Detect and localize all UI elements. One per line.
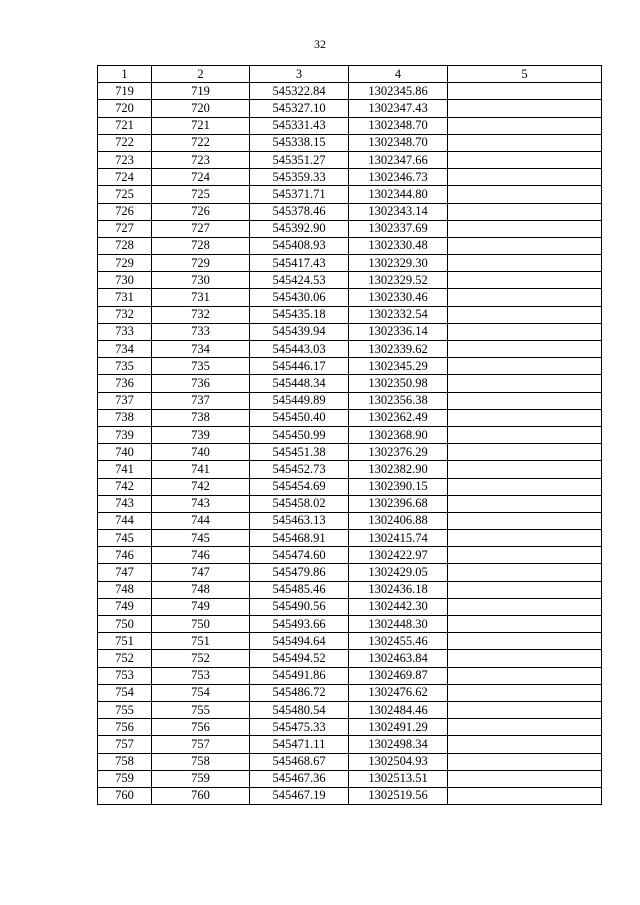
coordinates-table bbox=[97, 65, 602, 805]
table-cell-col-5 bbox=[448, 547, 602, 564]
table-cell-col-3: 545371.71 bbox=[250, 186, 349, 203]
table-cell-col-5 bbox=[448, 289, 602, 306]
table-row bbox=[98, 358, 602, 375]
table-row bbox=[98, 684, 602, 701]
table-cell-col-1: 724 bbox=[98, 169, 152, 186]
table-cell-col-4: 1302330.48 bbox=[349, 237, 448, 254]
column-header-4: 4 bbox=[349, 66, 448, 83]
table-cell-col-3: 545468.91 bbox=[250, 530, 349, 547]
table-row bbox=[98, 719, 602, 736]
table-cell-col-2: 755 bbox=[152, 701, 250, 718]
table-cell-col-4: 1302345.29 bbox=[349, 358, 448, 375]
table-row bbox=[98, 667, 602, 684]
table-cell-col-4: 1302390.15 bbox=[349, 478, 448, 495]
table-cell-col-2: 725 bbox=[152, 186, 250, 203]
table-cell-col-2: 741 bbox=[152, 461, 250, 478]
table-cell-col-3: 545430.06 bbox=[250, 289, 349, 306]
table-cell-col-1: 725 bbox=[98, 186, 152, 203]
table-cell-col-3: 545448.34 bbox=[250, 375, 349, 392]
table-cell-col-5 bbox=[448, 684, 602, 701]
table-cell-col-4: 1302396.68 bbox=[349, 495, 448, 512]
table-cell-col-2: 748 bbox=[152, 581, 250, 598]
table-cell-col-5 bbox=[448, 83, 602, 100]
table-cell-col-2: 759 bbox=[152, 770, 250, 787]
table-cell-col-4: 1302347.66 bbox=[349, 151, 448, 168]
table-cell-col-3: 545452.73 bbox=[250, 461, 349, 478]
table-cell-col-4: 1302415.74 bbox=[349, 530, 448, 547]
table-row bbox=[98, 581, 602, 598]
table-cell-col-2: 743 bbox=[152, 495, 250, 512]
table-row bbox=[98, 289, 602, 306]
table-cell-col-1: 746 bbox=[98, 547, 152, 564]
table-cell-col-1: 758 bbox=[98, 753, 152, 770]
table-cell-col-5 bbox=[448, 134, 602, 151]
table-cell-col-3: 545467.19 bbox=[250, 787, 349, 804]
table-row bbox=[98, 409, 602, 426]
column-header-2: 2 bbox=[152, 66, 250, 83]
table-cell-col-5 bbox=[448, 564, 602, 581]
table-cell-col-3: 545322.84 bbox=[250, 83, 349, 100]
table-cell-col-5 bbox=[448, 272, 602, 289]
table-cell-col-5 bbox=[448, 736, 602, 753]
table-cell-col-3: 545494.64 bbox=[250, 633, 349, 650]
table-cell-col-1: 738 bbox=[98, 409, 152, 426]
table-cell-col-5 bbox=[448, 616, 602, 633]
page-number: 32 bbox=[314, 37, 326, 51]
table-cell-col-4: 1302336.14 bbox=[349, 323, 448, 340]
table-cell-col-4: 1302484.46 bbox=[349, 701, 448, 718]
table-row bbox=[98, 753, 602, 770]
table-cell-col-2: 722 bbox=[152, 134, 250, 151]
table-cell-col-3: 545454.69 bbox=[250, 478, 349, 495]
table-cell-col-5 bbox=[448, 598, 602, 615]
table-row bbox=[98, 444, 602, 461]
table-cell-col-4: 1302455.46 bbox=[349, 633, 448, 650]
table-cell-col-4: 1302436.18 bbox=[349, 581, 448, 598]
table-cell-col-2: 736 bbox=[152, 375, 250, 392]
table-cell-col-5 bbox=[448, 650, 602, 667]
table-cell-col-1: 720 bbox=[98, 100, 152, 117]
table-cell-col-1: 755 bbox=[98, 701, 152, 718]
table-row bbox=[98, 341, 602, 358]
table-cell-col-3: 545463.13 bbox=[250, 512, 349, 529]
table-row bbox=[98, 375, 602, 392]
table-cell-col-4: 1302498.34 bbox=[349, 736, 448, 753]
table-cell-col-1: 722 bbox=[98, 134, 152, 151]
table-cell-col-2: 733 bbox=[152, 323, 250, 340]
table-row bbox=[98, 323, 602, 340]
table-cell-col-1: 750 bbox=[98, 616, 152, 633]
table-cell-col-2: 728 bbox=[152, 237, 250, 254]
table-cell-col-3: 545480.54 bbox=[250, 701, 349, 718]
table-cell-col-5 bbox=[448, 255, 602, 272]
table-cell-col-3: 545493.66 bbox=[250, 616, 349, 633]
table-cell-col-4: 1302329.52 bbox=[349, 272, 448, 289]
table-cell-col-4: 1302513.51 bbox=[349, 770, 448, 787]
table-cell-col-1: 727 bbox=[98, 220, 152, 237]
table-cell-col-3: 545490.56 bbox=[250, 598, 349, 615]
table-row bbox=[98, 512, 602, 529]
table-cell-col-5 bbox=[448, 495, 602, 512]
table-row bbox=[98, 100, 602, 117]
table-cell-col-2: 726 bbox=[152, 203, 250, 220]
table-row bbox=[98, 701, 602, 718]
table-cell-col-4: 1302519.56 bbox=[349, 787, 448, 804]
table-cell-col-1: 752 bbox=[98, 650, 152, 667]
table-cell-col-2: 749 bbox=[152, 598, 250, 615]
table-cell-col-2: 742 bbox=[152, 478, 250, 495]
table-row bbox=[98, 650, 602, 667]
table-cell-col-4: 1302442.30 bbox=[349, 598, 448, 615]
table-row bbox=[98, 461, 602, 478]
table-cell-col-5 bbox=[448, 220, 602, 237]
table-cell-col-4: 1302469.87 bbox=[349, 667, 448, 684]
table-cell-col-4: 1302330.46 bbox=[349, 289, 448, 306]
table-cell-col-3: 545474.60 bbox=[250, 547, 349, 564]
table-cell-col-1: 732 bbox=[98, 306, 152, 323]
table-cell-col-5 bbox=[448, 512, 602, 529]
column-header-3: 3 bbox=[250, 66, 349, 83]
table-cell-col-4: 1302345.86 bbox=[349, 83, 448, 100]
table-cell-col-1: 736 bbox=[98, 375, 152, 392]
table-cell-col-1: 735 bbox=[98, 358, 152, 375]
table-cell-col-5 bbox=[448, 444, 602, 461]
table-cell-col-5 bbox=[448, 100, 602, 117]
table-cell-col-2: 727 bbox=[152, 220, 250, 237]
table-cell-col-2: 731 bbox=[152, 289, 250, 306]
table-cell-col-1: 745 bbox=[98, 530, 152, 547]
table-cell-col-1: 729 bbox=[98, 255, 152, 272]
table-cell-col-4: 1302406.88 bbox=[349, 512, 448, 529]
table-cell-col-5 bbox=[448, 237, 602, 254]
table-cell-col-2: 747 bbox=[152, 564, 250, 581]
table-cell-col-2: 745 bbox=[152, 530, 250, 547]
table-cell-col-1: 748 bbox=[98, 581, 152, 598]
table-cell-col-3: 545378.46 bbox=[250, 203, 349, 220]
table-cell-col-5 bbox=[448, 770, 602, 787]
table-cell-col-2: 721 bbox=[152, 117, 250, 134]
table-cell-col-5 bbox=[448, 633, 602, 650]
table-cell-col-4: 1302347.43 bbox=[349, 100, 448, 117]
table-cell-col-3: 545471.11 bbox=[250, 736, 349, 753]
table-cell-col-4: 1302356.38 bbox=[349, 392, 448, 409]
table-cell-col-5 bbox=[448, 203, 602, 220]
table-cell-col-3: 545485.46 bbox=[250, 581, 349, 598]
table-cell-col-4: 1302491.29 bbox=[349, 719, 448, 736]
table-row bbox=[98, 547, 602, 564]
column-header-1: 1 bbox=[98, 66, 152, 83]
table-cell-col-5 bbox=[448, 787, 602, 804]
table-cell-col-3: 545435.18 bbox=[250, 306, 349, 323]
table-cell-col-3: 545392.90 bbox=[250, 220, 349, 237]
table-cell-col-2: 756 bbox=[152, 719, 250, 736]
table-cell-col-1: 726 bbox=[98, 203, 152, 220]
table-cell-col-1: 739 bbox=[98, 426, 152, 443]
table-row bbox=[98, 426, 602, 443]
table-cell-col-5 bbox=[448, 701, 602, 718]
table-cell-col-2: 758 bbox=[152, 753, 250, 770]
table-cell-col-3: 545458.02 bbox=[250, 495, 349, 512]
table-cell-col-3: 545351.27 bbox=[250, 151, 349, 168]
table-cell-col-5 bbox=[448, 409, 602, 426]
table-cell-col-1: 719 bbox=[98, 83, 152, 100]
table-cell-col-3: 545424.53 bbox=[250, 272, 349, 289]
table-cell-col-2: 757 bbox=[152, 736, 250, 753]
table-cell-col-2: 737 bbox=[152, 392, 250, 409]
table-cell-col-2: 729 bbox=[152, 255, 250, 272]
table-row bbox=[98, 134, 602, 151]
table-cell-col-4: 1302339.62 bbox=[349, 341, 448, 358]
table-cell-col-5 bbox=[448, 426, 602, 443]
table-cell-col-4: 1302329.30 bbox=[349, 255, 448, 272]
table-cell-col-4: 1302504.93 bbox=[349, 753, 448, 770]
table-cell-col-3: 545446.17 bbox=[250, 358, 349, 375]
table-cell-col-2: 744 bbox=[152, 512, 250, 529]
table-cell-col-1: 760 bbox=[98, 787, 152, 804]
table-cell-col-2: 735 bbox=[152, 358, 250, 375]
table-row bbox=[98, 83, 602, 100]
table-cell-col-1: 731 bbox=[98, 289, 152, 306]
table-cell-col-1: 721 bbox=[98, 117, 152, 134]
table-cell-col-3: 545491.86 bbox=[250, 667, 349, 684]
table-row bbox=[98, 564, 602, 581]
table-cell-col-1: 740 bbox=[98, 444, 152, 461]
table-cell-col-3: 545359.33 bbox=[250, 169, 349, 186]
table-cell-col-3: 545486.72 bbox=[250, 684, 349, 701]
table-cell-col-4: 1302337.69 bbox=[349, 220, 448, 237]
table-cell-col-2: 752 bbox=[152, 650, 250, 667]
table-row bbox=[98, 151, 602, 168]
table-row bbox=[98, 255, 602, 272]
table-row bbox=[98, 203, 602, 220]
table-row bbox=[98, 186, 602, 203]
table-cell-col-4: 1302422.97 bbox=[349, 547, 448, 564]
table-cell-col-4: 1302343.14 bbox=[349, 203, 448, 220]
table-cell-col-3: 545475.33 bbox=[250, 719, 349, 736]
table-cell-col-1: 751 bbox=[98, 633, 152, 650]
table-body bbox=[98, 83, 602, 805]
table-cell-col-4: 1302368.90 bbox=[349, 426, 448, 443]
table-cell-col-5 bbox=[448, 186, 602, 203]
table-cell-col-3: 545449.89 bbox=[250, 392, 349, 409]
table-cell-col-3: 545468.67 bbox=[250, 753, 349, 770]
table-cell-col-3: 545443.03 bbox=[250, 341, 349, 358]
column-header-5: 5 bbox=[448, 66, 602, 83]
table-cell-col-4: 1302376.29 bbox=[349, 444, 448, 461]
table-cell-col-3: 545479.86 bbox=[250, 564, 349, 581]
table-cell-col-3: 545439.94 bbox=[250, 323, 349, 340]
table-cell-col-4: 1302350.98 bbox=[349, 375, 448, 392]
table-row bbox=[98, 237, 602, 254]
table-cell-col-1: 730 bbox=[98, 272, 152, 289]
table-cell-col-5 bbox=[448, 341, 602, 358]
table-cell-col-2: 751 bbox=[152, 633, 250, 650]
table-cell-col-1: 728 bbox=[98, 237, 152, 254]
table-cell-col-1: 749 bbox=[98, 598, 152, 615]
table-cell-col-5 bbox=[448, 323, 602, 340]
table-cell-col-2: 746 bbox=[152, 547, 250, 564]
table-cell-col-3: 545417.43 bbox=[250, 255, 349, 272]
table-cell-col-1: 741 bbox=[98, 461, 152, 478]
table-cell-col-5 bbox=[448, 392, 602, 409]
table-cell-col-5 bbox=[448, 753, 602, 770]
table-cell-col-5 bbox=[448, 478, 602, 495]
table-cell-col-4: 1302348.70 bbox=[349, 117, 448, 134]
table-cell-col-5 bbox=[448, 151, 602, 168]
table-cell-col-2: 719 bbox=[152, 83, 250, 100]
table-cell-col-5 bbox=[448, 117, 602, 134]
table-cell-col-4: 1302476.62 bbox=[349, 684, 448, 701]
table-cell-col-5 bbox=[448, 169, 602, 186]
table-row bbox=[98, 633, 602, 650]
table-cell-col-1: 756 bbox=[98, 719, 152, 736]
table-cell-col-5 bbox=[448, 530, 602, 547]
table-cell-col-1: 757 bbox=[98, 736, 152, 753]
table-cell-col-1: 759 bbox=[98, 770, 152, 787]
table-cell-col-4: 1302448.30 bbox=[349, 616, 448, 633]
table-cell-col-5 bbox=[448, 461, 602, 478]
table-cell-col-2: 732 bbox=[152, 306, 250, 323]
table-cell-col-5 bbox=[448, 358, 602, 375]
table-cell-col-2: 753 bbox=[152, 667, 250, 684]
table-row bbox=[98, 770, 602, 787]
table-row bbox=[98, 117, 602, 134]
table-cell-col-3: 545450.40 bbox=[250, 409, 349, 426]
table-cell-col-3: 545408.93 bbox=[250, 237, 349, 254]
table-cell-col-3: 545327.10 bbox=[250, 100, 349, 117]
table-cell-col-4: 1302382.90 bbox=[349, 461, 448, 478]
table-cell-col-5 bbox=[448, 719, 602, 736]
table-cell-col-4: 1302348.70 bbox=[349, 134, 448, 151]
table-cell-col-4: 1302332.54 bbox=[349, 306, 448, 323]
table-cell-col-1: 737 bbox=[98, 392, 152, 409]
table-cell-col-2: 720 bbox=[152, 100, 250, 117]
table-cell-col-4: 1302344.80 bbox=[349, 186, 448, 203]
table-cell-col-2: 724 bbox=[152, 169, 250, 186]
table-row bbox=[98, 220, 602, 237]
table-cell-col-4: 1302362.49 bbox=[349, 409, 448, 426]
table-cell-col-3: 545331.43 bbox=[250, 117, 349, 134]
table-cell-col-2: 730 bbox=[152, 272, 250, 289]
table-cell-col-5 bbox=[448, 375, 602, 392]
table-cell-col-3: 545451.38 bbox=[250, 444, 349, 461]
table-cell-col-2: 750 bbox=[152, 616, 250, 633]
table-cell-col-2: 723 bbox=[152, 151, 250, 168]
table-cell-col-1: 743 bbox=[98, 495, 152, 512]
table-row bbox=[98, 736, 602, 753]
table-cell-col-1: 734 bbox=[98, 341, 152, 358]
table-cell-col-2: 738 bbox=[152, 409, 250, 426]
table-cell-col-3: 545450.99 bbox=[250, 426, 349, 443]
table-cell-col-1: 754 bbox=[98, 684, 152, 701]
table-cell-col-3: 545494.52 bbox=[250, 650, 349, 667]
table-cell-col-3: 545467.36 bbox=[250, 770, 349, 787]
table-cell-col-1: 733 bbox=[98, 323, 152, 340]
table-cell-col-5 bbox=[448, 667, 602, 684]
table-row bbox=[98, 530, 602, 547]
table-cell-col-1: 742 bbox=[98, 478, 152, 495]
table-row bbox=[98, 478, 602, 495]
table-row bbox=[98, 787, 602, 804]
table-cell-col-1: 744 bbox=[98, 512, 152, 529]
table-cell-col-2: 739 bbox=[152, 426, 250, 443]
table-cell-col-3: 545338.15 bbox=[250, 134, 349, 151]
table-header-row bbox=[98, 66, 602, 83]
table-row bbox=[98, 392, 602, 409]
table-row bbox=[98, 306, 602, 323]
table-row bbox=[98, 598, 602, 615]
table-cell-col-5 bbox=[448, 581, 602, 598]
table-cell-col-2: 740 bbox=[152, 444, 250, 461]
table-cell-col-2: 734 bbox=[152, 341, 250, 358]
table-row bbox=[98, 272, 602, 289]
table-cell-col-4: 1302346.73 bbox=[349, 169, 448, 186]
table-cell-col-5 bbox=[448, 306, 602, 323]
table-cell-col-1: 753 bbox=[98, 667, 152, 684]
table-row bbox=[98, 169, 602, 186]
table-cell-col-4: 1302429.05 bbox=[349, 564, 448, 581]
table-cell-col-2: 760 bbox=[152, 787, 250, 804]
table-cell-col-1: 723 bbox=[98, 151, 152, 168]
table-row bbox=[98, 495, 602, 512]
table-row bbox=[98, 616, 602, 633]
table-cell-col-1: 747 bbox=[98, 564, 152, 581]
table-cell-col-2: 754 bbox=[152, 684, 250, 701]
table-cell-col-4: 1302463.84 bbox=[349, 650, 448, 667]
